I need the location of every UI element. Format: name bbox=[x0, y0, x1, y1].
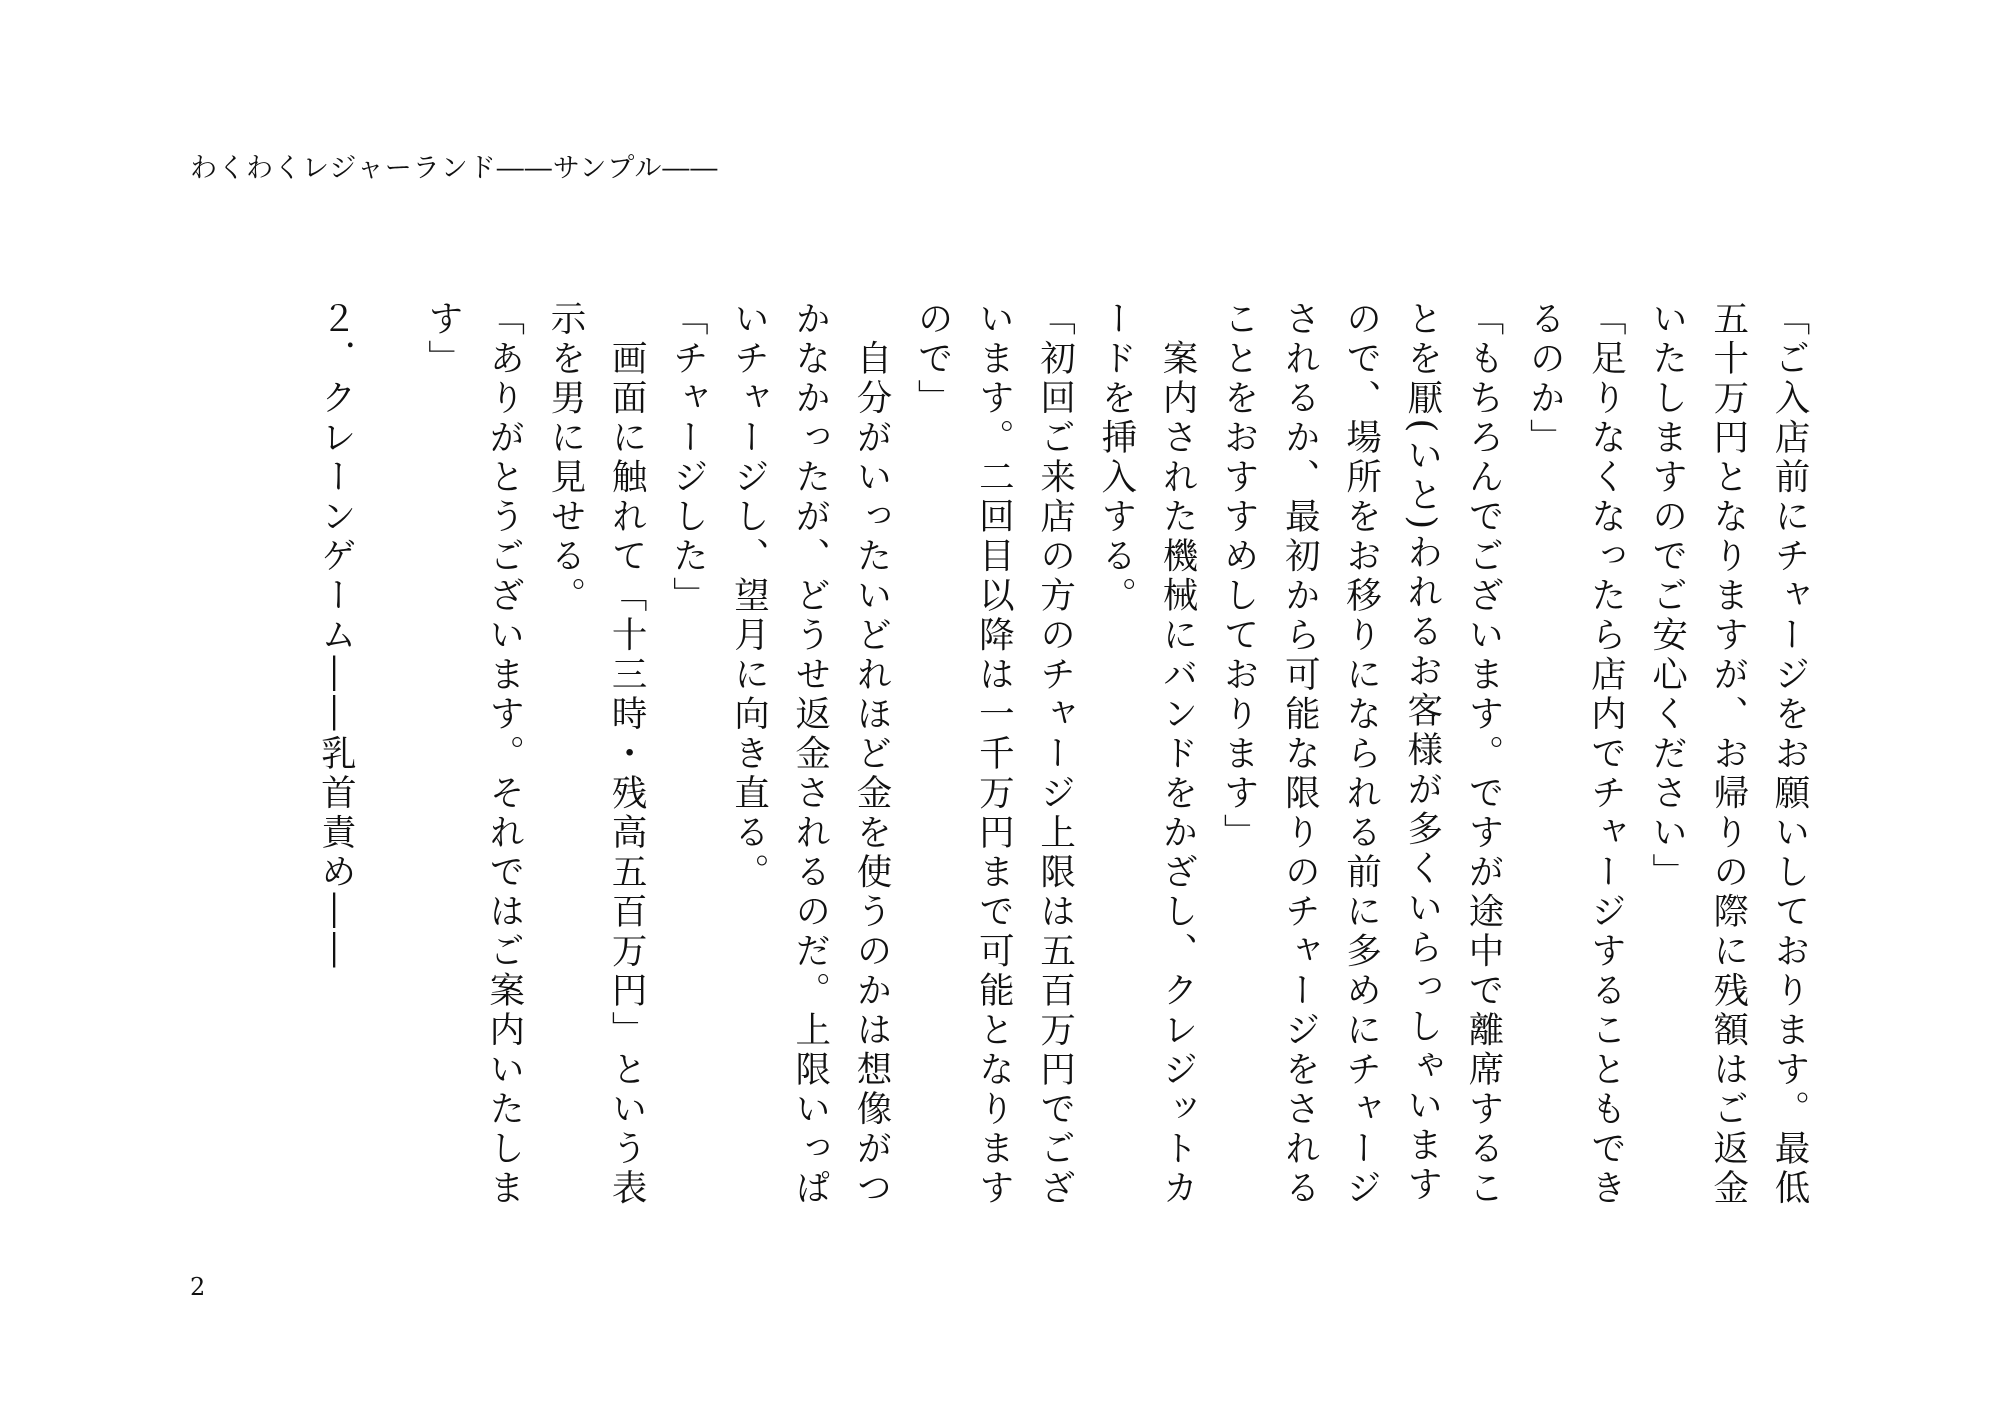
paragraph: 自分がいったいどれほど金を使うのかは想像がつかなかったが、どうせ返金されるのだ。上限いっぱいチャージし、望月に向き直る。 bbox=[728, 300, 892, 1209]
paragraph: 「ご入店前にチャージをお願いしております。最低五十万円となりますが、お帰りの際に残額はご返金いたしますのでご安心ください」 bbox=[1646, 300, 1810, 1209]
vertical-body-text bbox=[180, 300, 1820, 1240]
section-heading: ２．クレーンゲーム――乳首責め―― bbox=[315, 300, 357, 972]
paragraph: 「初回ご来店の方のチャージ上限は五百万円でございます。二回目以降は一千万円まで可能となりますので」 bbox=[912, 300, 1076, 1209]
page-header-title: わくわくレジャーランド――サンプル―― bbox=[190, 153, 719, 184]
paragraph: 「もちろんでございます。ですが途中で離席することを厭(いと)われるお客様が多くいらっしゃいますので、場所をお移りになられる前に多めにチャージされるか、最初から可能な限りのチャージをされることをおすすめしております」 bbox=[1218, 300, 1504, 1209]
page-number: 2 bbox=[190, 1273, 206, 1301]
paragraph: 「ありがとうございます。それではご案内いたします」 bbox=[422, 300, 525, 1209]
paragraph: 案内された機械にバンドをかざし、クレジットカードを挿入する。 bbox=[1095, 300, 1198, 1209]
paragraph: 「足りなくなったら店内でチャージすることもできるのか」 bbox=[1524, 300, 1627, 1209]
paragraph: 「チャージした」 bbox=[667, 300, 709, 616]
paragraph: 画面に触れて「十三時・残高五百万円」という表示を男に見せる。 bbox=[544, 300, 648, 1209]
